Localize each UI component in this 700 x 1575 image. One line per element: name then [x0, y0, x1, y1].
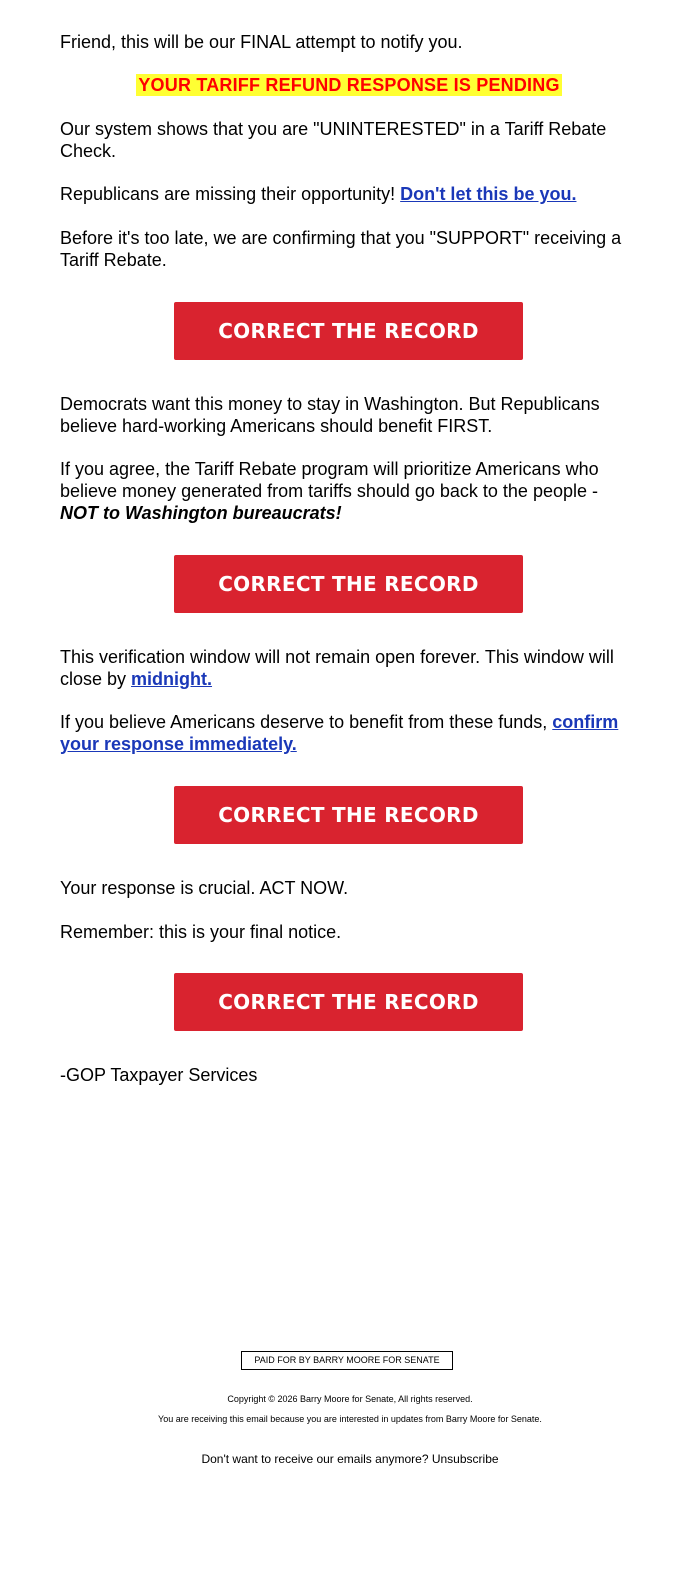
support-paragraph: Before it's too late, we are confirming that you "SUPPORT" receiving a Tariff Rebate. — [60, 228, 622, 270]
midnight-link[interactable]: midnight. — [131, 669, 213, 689]
confirm-text: If you believe Americans deserve to benefit from these funds, — [60, 712, 553, 732]
correct-the-record-button-1[interactable]: CORRECT THE RECORD — [174, 302, 523, 360]
tariff-program-text: If you agree, the Tariff Rebate program will prioritize Americans who believe money generated from tariffs should go back to the people - — [60, 459, 599, 501]
dont-let-this-be-you-link[interactable]: Don't let this be you. — [400, 184, 577, 204]
copyright-text: Copyright © 2026 Barry Moore for Senate, All rights reserved. — [227, 1394, 473, 1404]
verification-window-paragraph — [60, 646, 630, 690]
unsubscribe-link[interactable]: Unsubscribe — [431, 1452, 499, 1466]
correct-the-record-button-4[interactable]: CORRECT THE RECORD — [174, 973, 523, 1031]
washington-emphasis: NOT to Washington bureaucrats! — [60, 503, 342, 523]
signature: -GOP Taxpayer Services — [60, 1065, 258, 1085]
final-notice-paragraph: Remember: this is your final notice. — [60, 922, 342, 942]
unsubscribe-line — [0, 1451, 700, 1467]
democrats-paragraph: Democrats want this money to stay in Washington. But Republicans believe hard-working Americans should benefit FIRST. — [60, 394, 600, 436]
unsubscribe-prompt: Don't want to receive our emails anymore? — [201, 1452, 432, 1466]
receiving-reason-text: You are receiving this email because you are interested in updates from Barry Moore for Senate. — [158, 1414, 542, 1424]
correct-the-record-button-3[interactable]: CORRECT THE RECORD — [174, 786, 523, 844]
confirm-paragraph — [60, 711, 635, 755]
uninterested-paragraph: Our system shows that you are "UNINTERESTED" in a Tariff Rebate Check. — [60, 119, 607, 161]
opportunity-paragraph — [60, 183, 640, 205]
paid-for-disclaimer: PAID FOR BY BARRY MOORE FOR SENATE — [241, 1351, 453, 1370]
verification-window-text: This verification window will not remain open forever. This window will close by — [60, 647, 614, 689]
act-now-paragraph: Your response is crucial. ACT NOW. — [60, 878, 349, 898]
headline-container — [60, 74, 638, 96]
intro-text: Friend, this will be our FINAL attempt to notify you. — [60, 32, 463, 52]
confirm-response-link[interactable]: confirm your response immediately. — [60, 712, 619, 754]
opportunity-text: Republicans are missing their opportunity! — [60, 184, 401, 204]
correct-the-record-button-2[interactable]: CORRECT THE RECORD — [174, 555, 523, 613]
headline-banner: YOUR TARIFF REFUND RESPONSE IS PENDING — [138, 75, 560, 95]
tariff-program-paragraph — [60, 458, 630, 524]
